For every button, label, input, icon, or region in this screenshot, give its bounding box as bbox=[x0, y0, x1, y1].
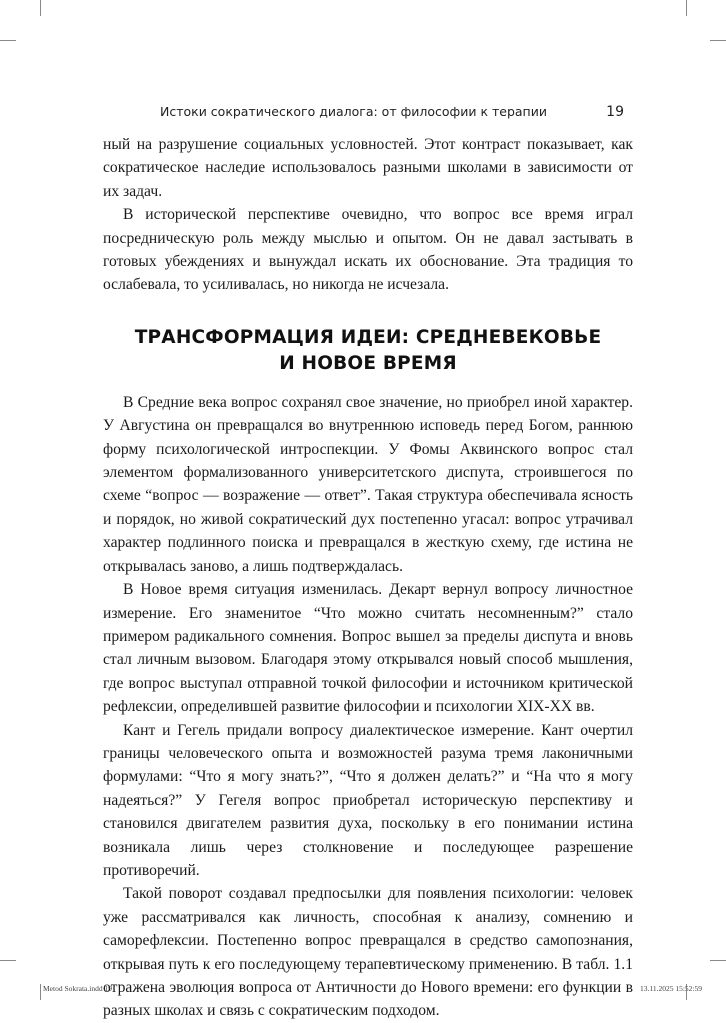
slug-file-info: Metod Sokrata.indd 19 bbox=[43, 984, 112, 993]
page-body bbox=[103, 133, 633, 1023]
crop-mark-right-top bbox=[710, 40, 726, 41]
crop-mark-right-bottom bbox=[710, 960, 726, 961]
page-number: 19 bbox=[606, 104, 624, 120]
running-head bbox=[160, 104, 632, 120]
paragraph: В Средние века вопрос сохранял свое значение, но приобрел иной характер. У Августина он превращался во внутреннюю исповедь перед Богом, раннюю форму психологической интроспекции. У Фомы Аквинского вопрос стал элементом формализованного университетского диспута, строившегося по схеме “вопрос — возражение — ответ”. Такая структура обеспечивала ясность и порядок, но живой сократический дух постепенно угасал: вопрос утрачивал характер подлинного поиска и превращался в жесткую схему, где истина не открывалась заново, а лишь подтверждалась. bbox=[103, 393, 633, 575]
crop-mark-left-top bbox=[0, 40, 16, 41]
paragraph: Кант и Гегель придали вопросу диалектическое измерение. Кант очертил границы человеческого опыта и возможностей разума тремя лаконичными формулами: “Что я могу знать?”, “Что я должен делать?” и “На что я могу надеяться?” У Гегеля вопрос приобретал историческую перспективу и становился двигателем развития духа, поскольку в его понимании истина возникала лишь через столкновение и последующее разрешение противоречий. bbox=[103, 721, 633, 879]
crop-mark-top-right bbox=[686, 0, 687, 16]
slug-timestamp: 13.11.2025 15:52:59 bbox=[639, 984, 702, 993]
paragraph: В Новое время ситуация изменилась. Декарт вернул вопросу личностное измерение. Его знаменитое “Что можно считать несомненным?” стало примером радикального сомнения. Вопрос вышел за пределы диспута и вновь стал личным вызовом. Благодаря этому открывался новый способ мышления, где вопрос выступал отправной точкой философии и источником критической рефлексии, определившей развитие философии и психологии XIX-XX вв. bbox=[103, 581, 633, 716]
print-slug bbox=[43, 984, 702, 993]
section-heading-line-1: ТРАНСФОРМАЦИЯ ИДЕИ: СРЕДНЕВЕКОВЬЕ bbox=[134, 326, 602, 348]
section-heading bbox=[103, 325, 633, 377]
crop-mark-bottom-left bbox=[40, 984, 41, 1000]
crop-mark-left-bottom bbox=[0, 960, 16, 961]
crop-mark-top-left bbox=[40, 0, 41, 16]
section-heading-line-2: И НОВОЕ ВРЕМЯ bbox=[279, 352, 457, 374]
running-title: Истоки сократического диалога: от философии к терапии bbox=[160, 104, 547, 119]
paragraph: В исторической перспективе очевидно, что вопрос все время играл посредническую роль между мыслью и опытом. Он не давал застывать в готовых убеждениях и вынуждал искать их обоснование. Эта традиция то ослабевала, то усиливалась, но никогда не исчезала. bbox=[103, 206, 633, 294]
paragraph-continued: ный на разрушение социальных условностей. Этот контраст показывает, как сократическое наследие использовалось разными школами в зависимости от их задач. bbox=[103, 136, 633, 200]
paragraph: Такой поворот создавал предпосылки для появления психологии: человек уже рассматривался как личность, способная к анализу, сомнению и саморефлексии. Постепенно вопрос превращался в средство самопознания, открывая путь к его последующему терапевтическому применению. В табл. 1.1 отражена эволюция вопроса от Античности до Нового времени: его функции в разных школах и связь с сократическим подходом. bbox=[103, 885, 633, 1020]
